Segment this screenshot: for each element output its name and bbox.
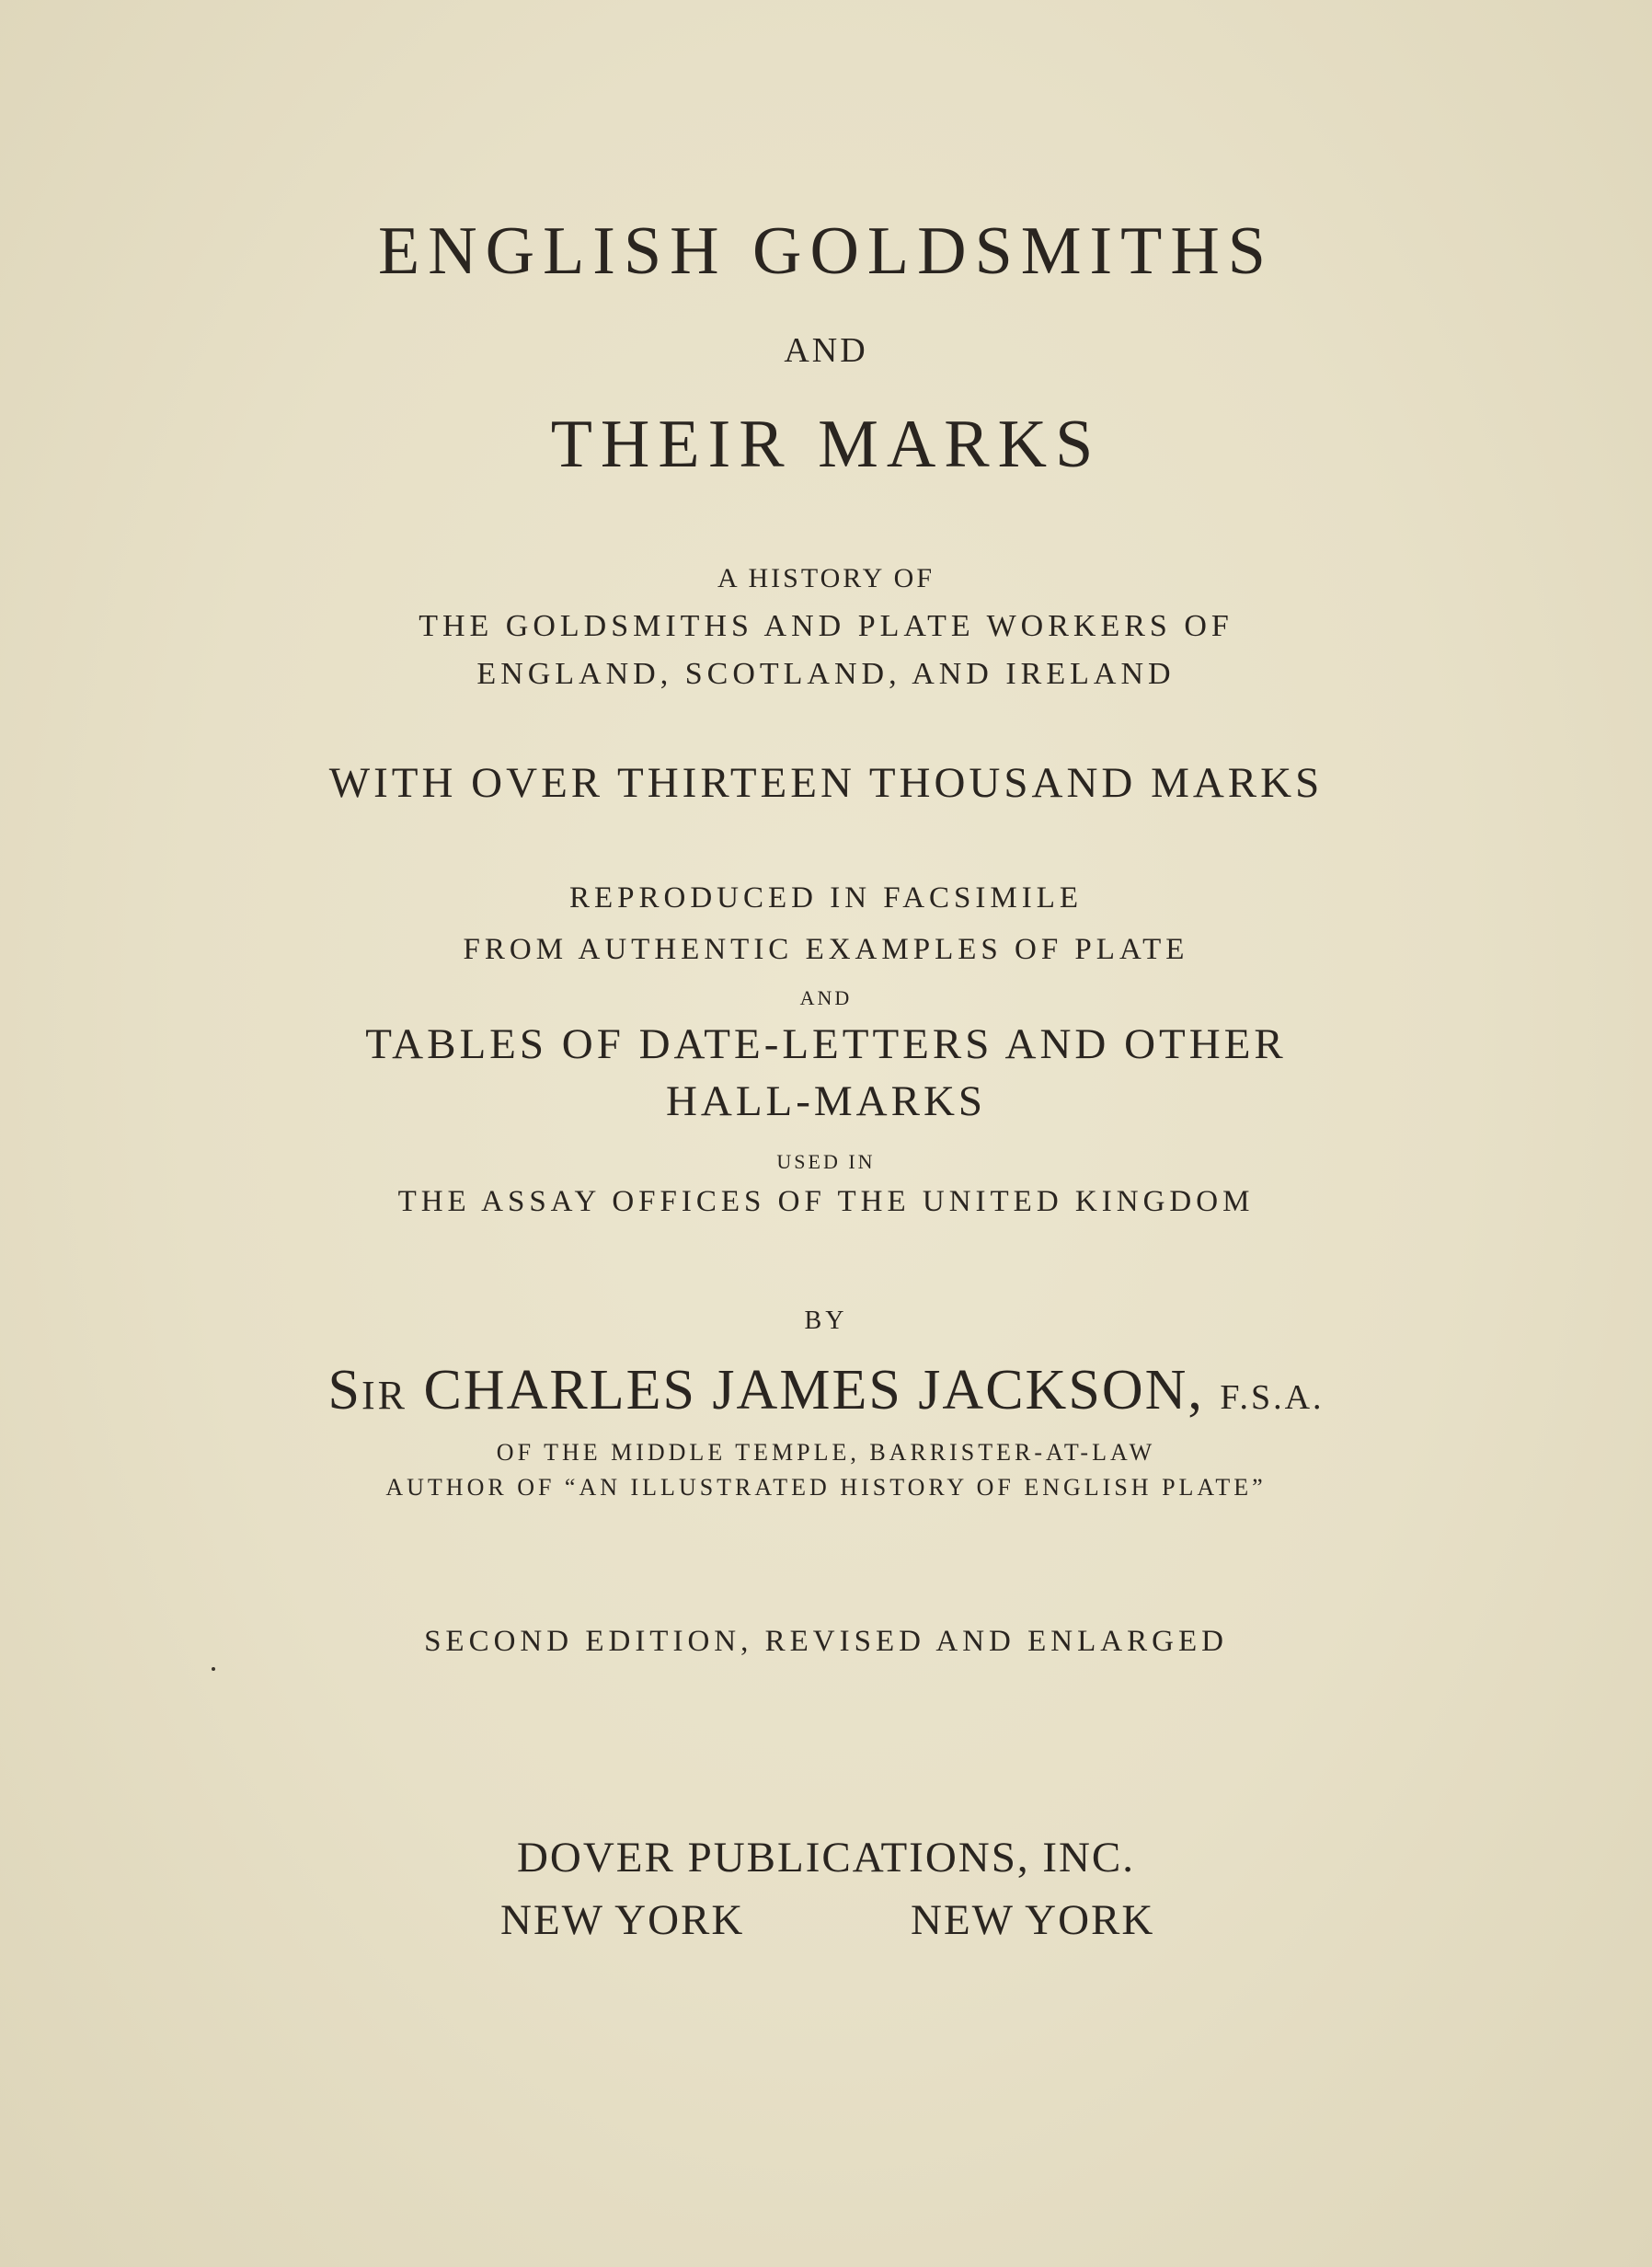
title-line-1: ENGLISH GOLDSMITHS <box>378 213 1274 289</box>
marks-line: WITH OVER THIRTEEN THOUSAND MARKS <box>328 759 1324 807</box>
paper-speck <box>212 1667 215 1671</box>
city-left: NEW YORK <box>500 1896 745 1944</box>
used-in: USED IN <box>776 1150 876 1173</box>
edition-line: SECOND EDITION, REVISED AND ENLARGED <box>424 1625 1228 1658</box>
subtitle-line-1: A HISTORY OF <box>717 563 935 593</box>
author-prefix-rest: IR <box>361 1373 407 1418</box>
reproduced-and: AND <box>799 986 853 1009</box>
title-line-2: THEIR MARKS <box>550 407 1102 482</box>
publisher-cities <box>0 1896 1652 1945</box>
subtitle-line-3: ENGLAND, SCOTLAND, AND IRELAND <box>476 657 1176 691</box>
assay-line: THE ASSAY OFFICES OF THE UNITED KINGDOM <box>397 1185 1255 1218</box>
tables-line-1: TABLES OF DATE-LETTERS AND OTHER <box>365 1020 1287 1068</box>
subtitle-line-2: THE GOLDSMITHS AND PLATE WORKERS OF <box>419 609 1233 643</box>
author-name: CHARLES JAMES JACKSON, <box>423 1359 1204 1421</box>
tables-line-2: HALL-MARKS <box>665 1077 987 1125</box>
author-line <box>0 1359 1652 1421</box>
reproduced-line-2: FROM AUTHENTIC EXAMPLES OF PLATE <box>463 933 1189 966</box>
author-suffix: F.S.A. <box>1220 1378 1325 1417</box>
by-label: BY <box>804 1306 848 1335</box>
reproduced-line-1: REPRODUCED IN FACSIMILE <box>568 881 1084 915</box>
author-prefix-initial: S <box>327 1359 361 1421</box>
author-other-work: AUTHOR OF “AN ILLUSTRATED HISTORY OF ENGLISH PLATE” <box>385 1474 1267 1501</box>
publisher-name: DOVER PUBLICATIONS, INC. <box>516 1834 1136 1881</box>
author-affiliation: OF THE MIDDLE TEMPLE, BARRISTER-AT-LAW <box>496 1439 1156 1466</box>
city-right: NEW YORK <box>911 1896 1155 1944</box>
title-and: AND <box>784 331 868 370</box>
